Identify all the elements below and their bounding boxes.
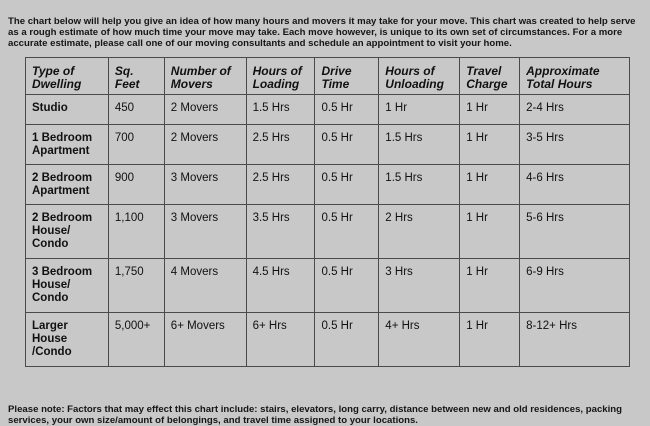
cell-sq-feet: 1,750 <box>108 259 164 313</box>
cell-movers: 6+ Movers <box>164 313 246 367</box>
cell-movers: 2 Movers <box>164 95 246 125</box>
footnote-text: Please note: Factors that may effect this chart include: stairs, elevators, long carry, distance between new and old residences, packing services, your own size/amount of belongings, and travel time assigned to your locations. <box>8 403 623 426</box>
cell-sq-feet: 1,100 <box>108 205 164 259</box>
cell-total-hours: 2-4 Hrs <box>520 95 630 125</box>
cell-drive-time: 0.5 Hr <box>315 165 379 205</box>
cell-travel-charge: 1 Hr <box>460 165 520 205</box>
cell-unloading: 4+ Hrs <box>379 313 460 367</box>
cell-sq-feet: 5,000+ <box>108 313 164 367</box>
header-hours-of-loading: Hours of Loading <box>246 58 315 95</box>
header-hours-of-unloading: Hours of Unloading <box>379 58 460 95</box>
cell-loading: 1.5 Hrs <box>246 95 315 125</box>
cell-loading: 6+ Hrs <box>246 313 315 367</box>
cell-movers: 3 Movers <box>164 165 246 205</box>
cell-total-hours: 5-6 Hrs <box>520 205 630 259</box>
cell-travel-charge: 1 Hr <box>460 313 520 367</box>
header-type-of-dwelling: Type of Dwelling <box>26 58 109 95</box>
cell-drive-time: 0.5 Hr <box>315 95 379 125</box>
cell-unloading: 2 Hrs <box>379 205 460 259</box>
cell-total-hours: 6-9 Hrs <box>520 259 630 313</box>
table-row <box>26 205 630 259</box>
cell-dwelling-type: Studio <box>26 95 109 125</box>
cell-dwelling-type: 1 Bedroom Apartment <box>26 125 109 165</box>
cell-drive-time: 0.5 Hr <box>315 259 379 313</box>
cell-dwelling-type: Larger House /Condo <box>26 313 109 367</box>
header-approximate-total-hours: Approximate Total Hours <box>520 58 630 95</box>
cell-travel-charge: 1 Hr <box>460 205 520 259</box>
moving-estimate-table <box>25 57 630 367</box>
cell-drive-time: 0.5 Hr <box>315 313 379 367</box>
header-number-of-movers: Number of Movers <box>164 58 246 95</box>
table-header-row <box>26 58 630 95</box>
cell-sq-feet: 450 <box>108 95 164 125</box>
header-drive-time: Drive Time <box>315 58 379 95</box>
cell-dwelling-type: 3 Bedroom House/ Condo <box>26 259 109 313</box>
intro-text: The chart below will help you give an idea of how many hours and movers it may take for your move. This chart was created to help serve as a rough estimate of how much time your move may take. Each move however, is unique to its own set of circumstances. For a more accurate estimate, please call one of our moving consultants and schedule an appointment to visit your home. <box>8 15 636 49</box>
table-row <box>26 95 630 125</box>
cell-drive-time: 0.5 Hr <box>315 125 379 165</box>
cell-unloading: 1.5 Hrs <box>379 125 460 165</box>
cell-loading: 4.5 Hrs <box>246 259 315 313</box>
cell-loading: 3.5 Hrs <box>246 205 315 259</box>
table-row <box>26 125 630 165</box>
cell-loading: 2.5 Hrs <box>246 165 315 205</box>
cell-travel-charge: 1 Hr <box>460 259 520 313</box>
cell-total-hours: 8-12+ Hrs <box>520 313 630 367</box>
cell-movers: 4 Movers <box>164 259 246 313</box>
cell-travel-charge: 1 Hr <box>460 125 520 165</box>
header-travel-charge: Travel Charge <box>460 58 520 95</box>
cell-unloading: 1.5 Hrs <box>379 165 460 205</box>
cell-total-hours: 4-6 Hrs <box>520 165 630 205</box>
cell-total-hours: 3-5 Hrs <box>520 125 630 165</box>
cell-drive-time: 0.5 Hr <box>315 205 379 259</box>
cell-sq-feet: 900 <box>108 165 164 205</box>
cell-sq-feet: 700 <box>108 125 164 165</box>
table-row <box>26 259 630 313</box>
cell-movers: 2 Movers <box>164 125 246 165</box>
table-row <box>26 165 630 205</box>
cell-movers: 3 Movers <box>164 205 246 259</box>
cell-unloading: 1 Hr <box>379 95 460 125</box>
header-sq-feet: Sq. Feet <box>108 58 164 95</box>
cell-unloading: 3 Hrs <box>379 259 460 313</box>
cell-loading: 2.5 Hrs <box>246 125 315 165</box>
cell-dwelling-type: 2 Bedroom House/ Condo <box>26 205 109 259</box>
cell-travel-charge: 1 Hr <box>460 95 520 125</box>
table-row <box>26 313 630 367</box>
cell-dwelling-type: 2 Bedroom Apartment <box>26 165 109 205</box>
